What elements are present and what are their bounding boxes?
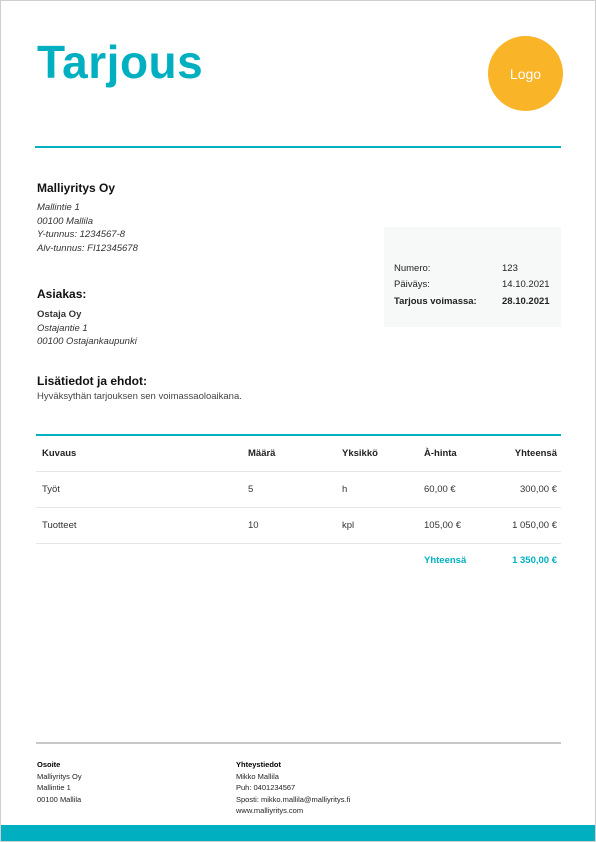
info-value: 123: [502, 263, 518, 274]
info-value: 28.10.2021: [502, 296, 550, 307]
footer-accent-bar: [1, 825, 595, 841]
footer-contact-name: Mikko Mallila: [236, 771, 279, 781]
info-row-number: [394, 263, 518, 274]
cell-unit: kpl: [342, 520, 355, 531]
sender-address-line: Mallintie 1: [37, 202, 80, 213]
info-label: Tarjous voimassa:: [394, 296, 477, 307]
table-header-row: [36, 436, 561, 472]
cell-quantity: 5: [248, 484, 254, 495]
terms-text: Hyväksythän tarjouksen sen voimassaoloaikana.: [37, 391, 242, 402]
customer-block: [37, 287, 137, 349]
header-divider: [35, 146, 561, 148]
document-title: Tarjous: [37, 36, 204, 88]
cell-total: 1 050,00 €: [512, 520, 557, 531]
terms-heading: Lisätiedot ja ehdot:: [37, 374, 148, 388]
grand-total-value: 1 350,00 €: [512, 555, 557, 566]
cell-description: Työt: [42, 484, 60, 495]
info-row-date: [394, 279, 550, 290]
grand-total-row: [36, 544, 561, 574]
customer-address-line: Ostajantie 1: [37, 322, 88, 334]
footer-contact-phone: Puh: 0401234567: [236, 783, 296, 792]
customer-name: Ostaja Oy: [37, 309, 82, 320]
cell-total: 300,00 €: [520, 484, 557, 495]
info-label: Numero:: [394, 263, 431, 274]
info-label: Päiväys:: [394, 279, 430, 290]
footer-contact-website: www.malliyritys.com: [236, 806, 304, 815]
footer-divider: [36, 742, 561, 744]
footer-address-heading: Osoite: [37, 760, 61, 769]
sender-postal-line: 00100 Mallila: [37, 215, 93, 227]
column-header-quantity: Määrä: [248, 448, 276, 459]
quote-info-box: [384, 227, 561, 327]
sender-block: [37, 181, 138, 255]
footer-address-line: Malliyritys Oy: [37, 771, 82, 781]
sender-vat-id: Alv-tunnus: FI12345678: [37, 242, 138, 254]
info-value: 14.10.2021: [502, 279, 550, 290]
cell-unit-price: 105,00 €: [424, 520, 461, 531]
footer-address: [37, 759, 82, 805]
column-header-description: Kuvaus: [42, 448, 77, 459]
items-table: [36, 434, 561, 574]
customer-heading: Asiakas:: [37, 287, 87, 301]
footer-address-line: Mallintie 1: [37, 783, 71, 792]
column-header-unit: Yksikkö: [342, 448, 378, 459]
cell-unit-price: 60,00 €: [424, 484, 456, 495]
customer-postal-line: 00100 Ostajankaupunki: [37, 336, 137, 347]
footer-address-line: 00100 Mallila: [37, 794, 82, 804]
footer-contact-email: Sposti: mikko.mallila@malliyritys.fi: [236, 794, 351, 804]
terms-block: [37, 374, 242, 402]
sender-business-id: Y-tunnus: 1234567-8: [37, 229, 126, 240]
table-row: [36, 508, 561, 544]
table-row: [36, 472, 561, 508]
column-header-total: Yhteensä: [514, 448, 557, 459]
column-header-unit-price: À-hinta: [424, 448, 457, 459]
cell-unit: h: [342, 484, 348, 495]
cell-description: Tuotteet: [42, 520, 77, 531]
sender-name: Malliyritys Oy: [37, 181, 116, 195]
cell-quantity: 10: [248, 520, 259, 531]
grand-total-label: Yhteensä: [424, 555, 467, 566]
info-row-valid-until: [394, 296, 550, 307]
company-logo: Logo: [488, 36, 563, 111]
footer-contact: [236, 759, 350, 817]
footer-contact-heading: Yhteystiedot: [236, 760, 282, 769]
